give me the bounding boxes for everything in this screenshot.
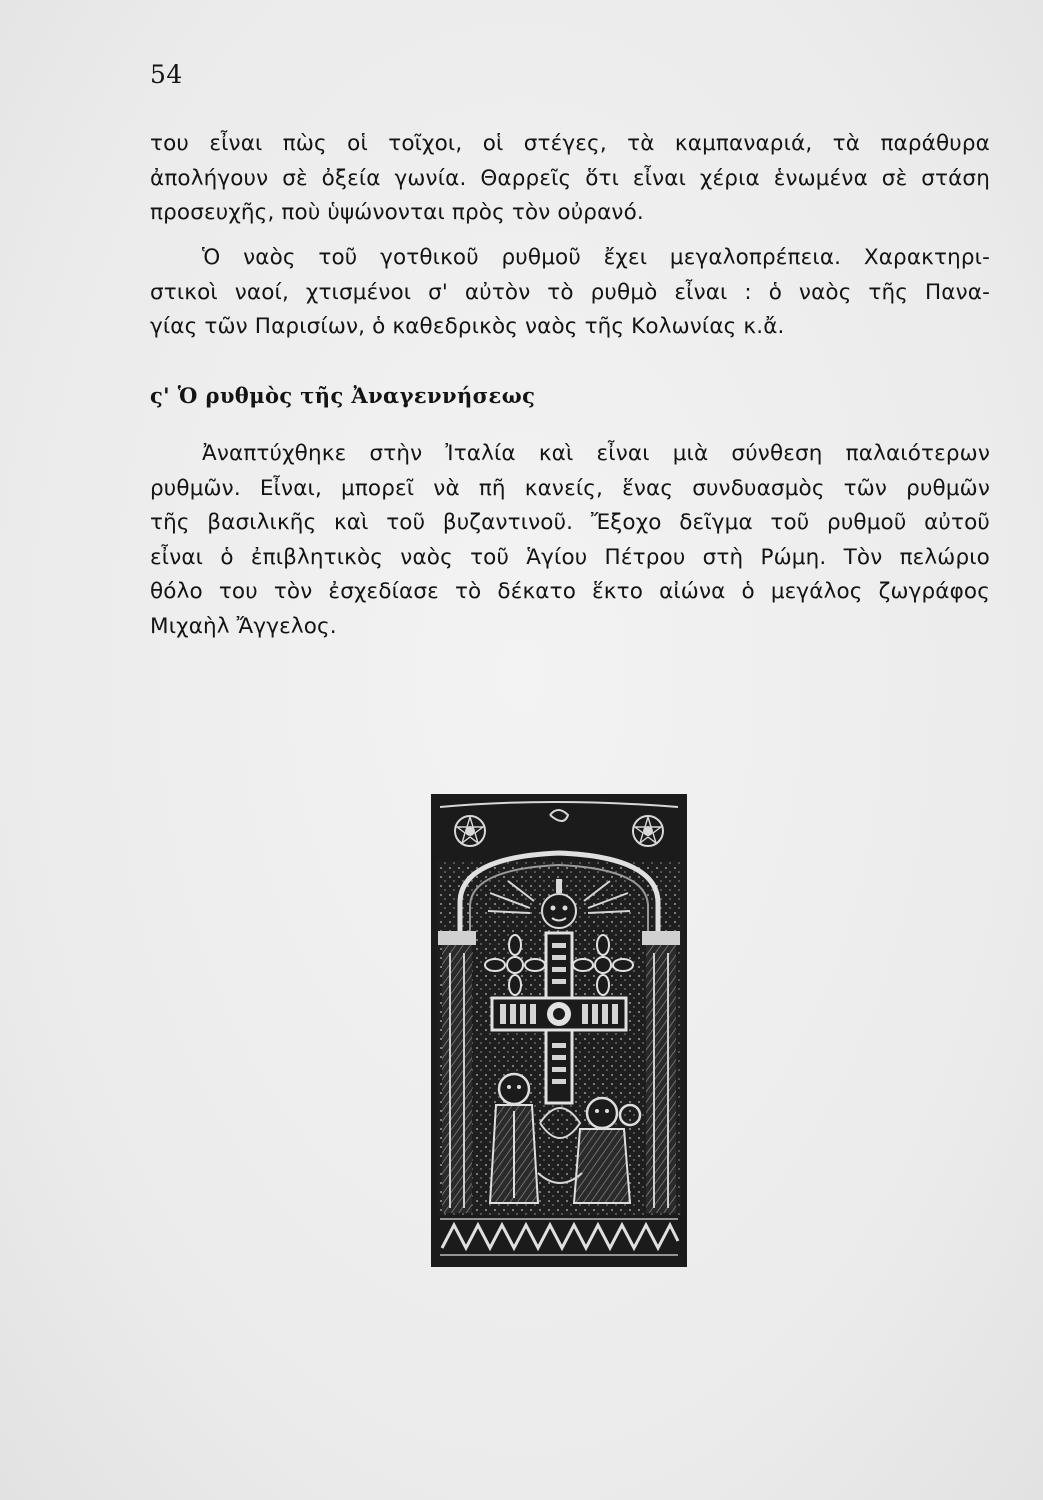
text-line: προσευχῆς, ποὺ ὑψώνονται πρὸς τὸν οὐρανό. bbox=[150, 200, 644, 226]
text-line: Μιχαὴλ Ἄγγελος. bbox=[150, 613, 337, 639]
carved-relief-illustration bbox=[430, 793, 688, 1268]
text-line: στικοὶ ναοί, χτισμένοι σ' αὐτὸν τὸ ρυθμὸ εἶναι : ὁ ναὸς τῆς Πανα- bbox=[150, 279, 990, 305]
text-line: τῆς βασιλικῆς καὶ τοῦ βυζαντινοῦ. Ἔξοχο δεῖγμα τοῦ ρυθμοῦ αὐτοῦ bbox=[150, 510, 990, 536]
text-line: ἀπολήγουν σὲ ὀξεία γωνία. Θαρρεῖς ὅτι εἶναι χέρια ἑνωμένα σὲ στάση bbox=[150, 165, 990, 191]
text-line: του εἶναι πὼς οἱ τοῖχοι, οἱ στέγες, τὰ καμπαναριά, τὰ παράθυρα bbox=[150, 131, 990, 156]
page-number: 54 bbox=[150, 60, 183, 89]
paragraph-renaissance bbox=[150, 437, 990, 645]
text-line: θόλο του τὸν ἐσχεδίασε τὸ δέκατο ἕκτο αἰώνα ὁ μεγάλος ζωγράφος bbox=[150, 579, 990, 605]
text-line: εἶναι ὁ ἐπιβλητικὸς ναὸς τοῦ Ἁγίου Πέτρου στὴ Ρώμη. Τὸν πελώριο bbox=[150, 544, 990, 570]
column-right bbox=[642, 931, 680, 1213]
paragraph-gothic-examples bbox=[150, 241, 990, 345]
text-line: Ὁ ναὸς τοῦ γοτθικοῦ ρυθμοῦ ἔχει μεγαλοπρέπεια. Χαρακτηρι- bbox=[202, 245, 990, 270]
section-heading: ς' Ὁ ρυθμὸς τῆς Ἀναγεννήσεως bbox=[150, 383, 536, 408]
paragraph-gothic-continued bbox=[150, 127, 990, 231]
carved-relief-panel-with-cross-icon bbox=[430, 793, 688, 1268]
text-line: Ἀναπτύχθηκε στὴν Ἰταλία καὶ εἶναι μιὰ σύνθεση παλαιότερων bbox=[202, 441, 990, 466]
zigzag-border bbox=[437, 1215, 681, 1260]
column-left bbox=[438, 931, 476, 1213]
text-line: γίας τῶν Παρισίων, ὁ καθεδρικὸς ναὸς τῆς Κολωνίας κ.ἄ. bbox=[150, 314, 785, 340]
text-line: ρυθμῶν. Εἶναι, μπορεῖ νὰ πῆ κανείς, ἕνας συνδυασμὸς τῶν ρυθμῶν bbox=[150, 475, 990, 501]
